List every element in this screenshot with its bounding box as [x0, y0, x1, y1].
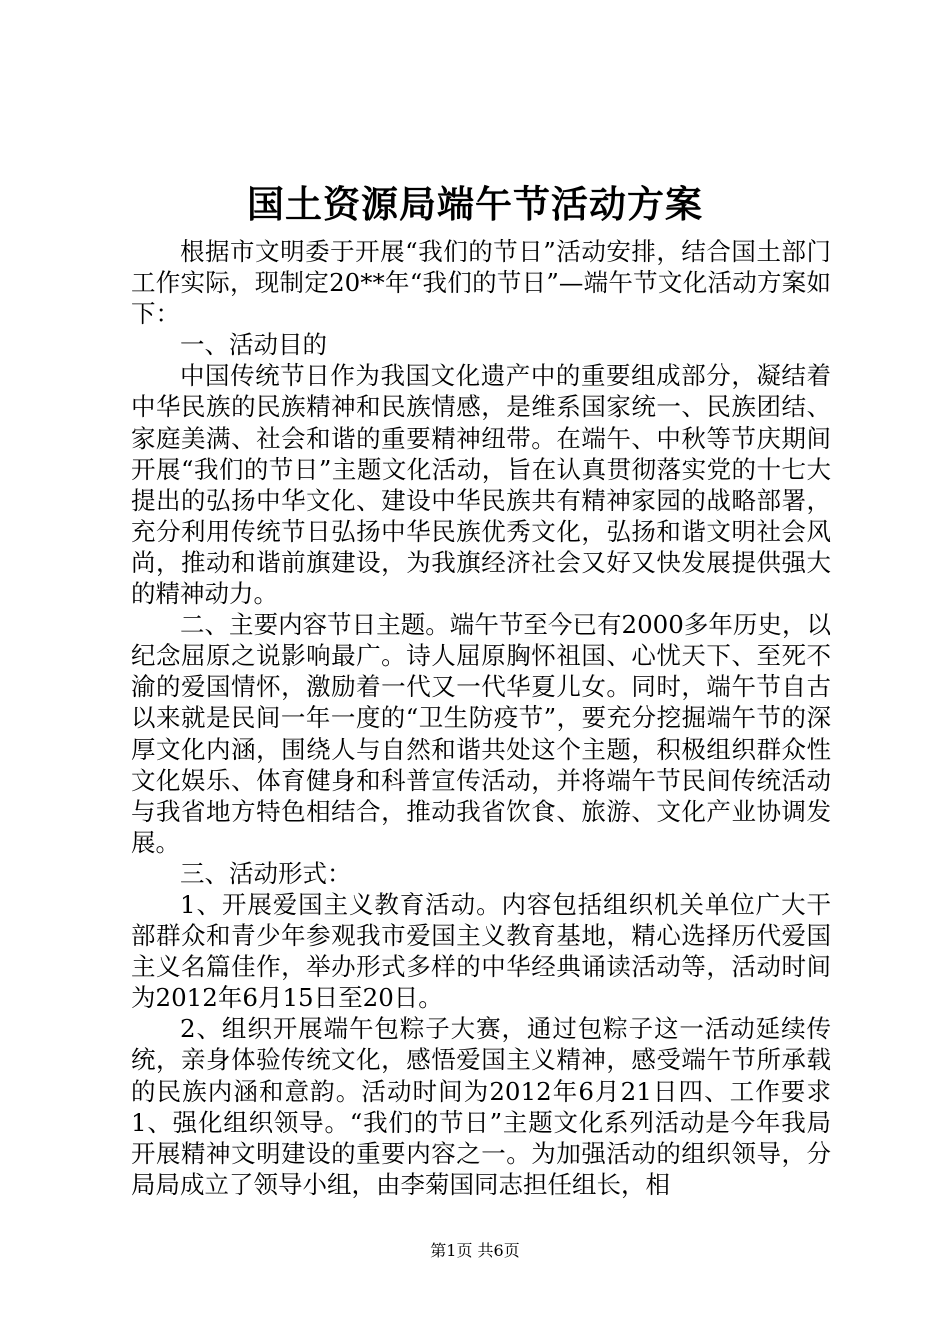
- page-footer: 第1页 共6页: [430, 1241, 520, 1260]
- paragraph-zongzi-contest: 2、组织开展端午包粽子大赛，通过包粽子这一活动延续传统，亲身体验传统文化，感悟爱国主义精神，感受端午节所承载的民族内涵和意韵。活动时间为2012年6月21日四、工作要求1、强化组织领导。“我们的节日”主题文化系列活动是今年我局开展精神文明建设的重要内容之一。为加强活动的组织领导，分局局成立了领导小组，由李菊国同志担任组长，相: [131, 1014, 831, 1199]
- paragraph-intro: 根据市文明委于开展“我们的节日”活动安排，结合国土部门工作实际，现制定20**年“我们的节日”—端午节文化活动方案如下：: [131, 237, 831, 329]
- paragraph-activity-purpose: 中国传统节日作为我国文化遗产中的重要组成部分，凝结着中华民族的民族精神和民族情感，是维系国家统一、民族团结、家庭美满、社会和谐的重要精神纽带。在端午、中秋等节庆期间开展“我们的节日”主题文化活动，旨在认真贯彻落实党的十七大提出的弘扬中华文化、建设中华民族共有精神家园的战略部署，充分利用传统节日弘扬中华民族优秀文化，弘扬和谐文明社会风尚，推动和谐前旗建设，为我旗经济社会又好又快发展提供强大的精神动力。: [131, 361, 831, 609]
- paragraph-main-content: 二、主要内容节日主题。端午节至今已有2000多年历史，以纪念屈原之说影响最广。诗人屈原胸怀祖国、心忧天下、至死不渝的爱国情怀，激励着一代又一代华夏儿女。同时，端午节自古以来就是民间一年一度的“卫生防疫节”，要充分挖掘端午节的深厚文化内涵，围绕人与自然和谐共处这个主题，积极组织群众性文化娱乐、体育健身和科普宣传活动，并将端午节民间传统活动与我省地方特色相结合，推动我省饮食、旅游、文化产业协调发展。: [131, 610, 831, 857]
- heading-activity-forms: 三、活动形式：: [180, 858, 352, 888]
- paragraph-patriotic-education: 1、开展爱国主义教育活动。内容包括组织机关单位广大干部群众和青少年参观我市爱国主义教育基地，精心选择历代爱国主义名篇佳作，举办形式多样的中华经典诵读活动等，活动时间为2012年6月15日至20日。: [131, 889, 831, 1013]
- document-body: [131, 236, 831, 1200]
- heading-activity-purpose: 一、活动目的: [180, 330, 327, 360]
- document-title: 国土资源局端午节活动方案: [247, 182, 703, 226]
